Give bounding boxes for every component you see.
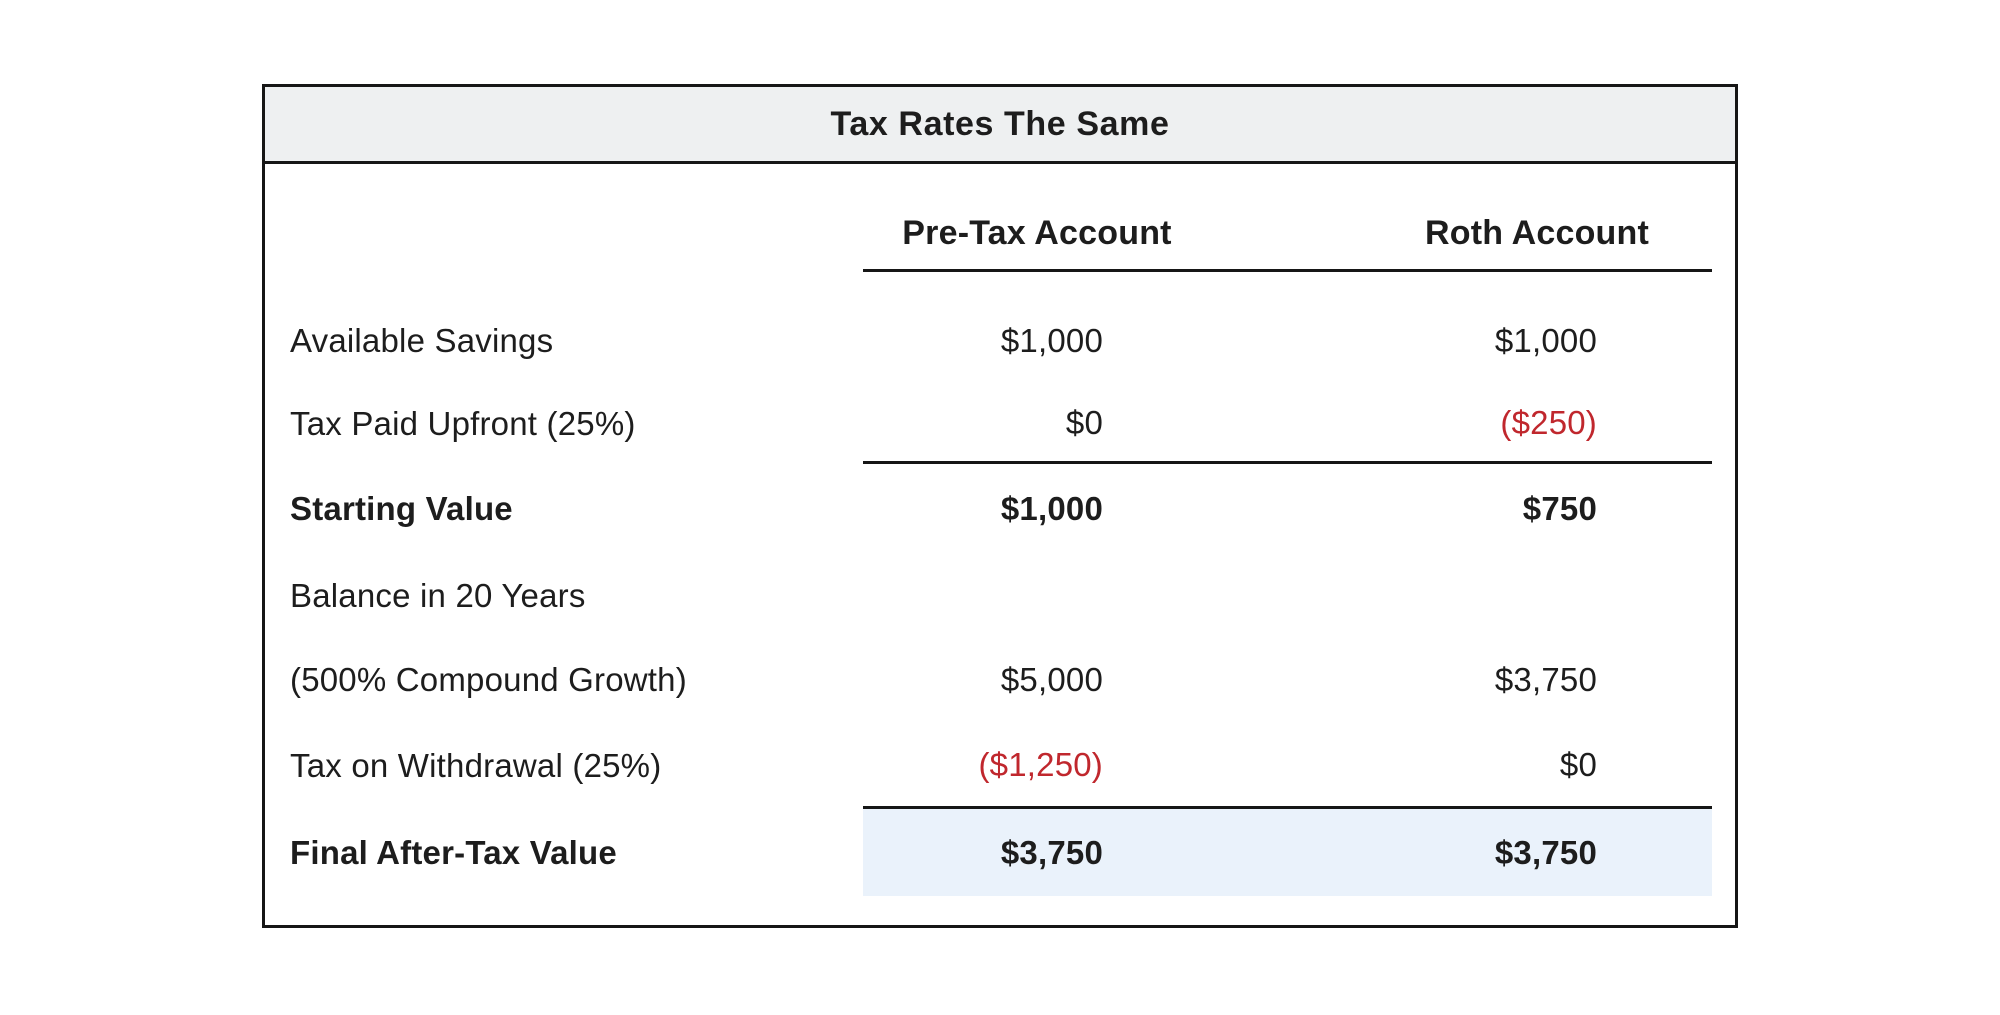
row-end-pad: [1712, 464, 1735, 554]
tax-comparison-table: [262, 84, 1738, 928]
table-body: [265, 164, 1735, 896]
value-roth: $750: [1522, 490, 1597, 527]
row-values: [863, 384, 1712, 464]
row-label: Tax Paid Upfront (25%): [290, 405, 636, 442]
row-label: Available Savings: [290, 321, 554, 359]
table-row-tax-on-withdrawal: [265, 723, 1735, 809]
row-values: [863, 297, 1712, 384]
value-pretax-negative: ($1,250): [978, 745, 1103, 783]
value-pretax: $5,000: [1000, 661, 1103, 698]
table-title: Tax Rates The Same: [830, 104, 1170, 143]
header-row-spacer: [265, 272, 1735, 297]
table-row-final-after-tax-value: [265, 809, 1735, 896]
row-end-pad: [1712, 164, 1735, 272]
column-headers-group: [863, 164, 1712, 272]
row-values: [863, 464, 1712, 554]
value-pretax: $3,750: [1000, 833, 1103, 871]
row-end-pad: [1712, 554, 1735, 637]
row-label: Balance in 20 Years: [290, 576, 586, 614]
row-label: (500% Compound Growth): [290, 661, 687, 698]
value-roth-negative: ($250): [1500, 403, 1597, 441]
column-header-spacer: [265, 164, 863, 272]
column-header-roth: Roth Account: [1425, 214, 1649, 252]
row-label: Starting Value: [290, 490, 513, 527]
row-values: [863, 554, 1712, 637]
table-row-starting-value: [265, 464, 1735, 554]
table-row-compound-growth: [265, 637, 1735, 723]
row-values-highlighted: [863, 809, 1712, 896]
value-pretax: $1,000: [1000, 321, 1103, 359]
table-row-available-savings: [265, 297, 1735, 384]
column-header-row: [265, 164, 1735, 272]
row-values: [863, 637, 1712, 723]
table-row-tax-paid-upfront: [265, 384, 1735, 464]
row-end-pad: [1712, 809, 1735, 896]
row-end-pad: [1712, 384, 1735, 464]
column-header-pretax: Pre-Tax Account: [902, 214, 1172, 252]
value-pretax: $1,000: [1000, 490, 1103, 527]
row-values: [863, 723, 1712, 809]
value-roth: $1,000: [1494, 321, 1597, 359]
value-roth: $3,750: [1494, 833, 1597, 871]
row-end-pad: [1712, 723, 1735, 809]
value-roth: $0: [1559, 745, 1597, 783]
value-pretax: $0: [1065, 403, 1103, 441]
row-label: Tax on Withdrawal (25%): [290, 747, 662, 784]
table-row-balance-in-20-years: [265, 554, 1735, 637]
row-end-pad: [1712, 637, 1735, 723]
value-roth: $3,750: [1494, 661, 1597, 698]
row-end-pad: [1712, 297, 1735, 384]
row-label: Final After-Tax Value: [290, 833, 617, 871]
table-title-bar: [265, 87, 1735, 164]
